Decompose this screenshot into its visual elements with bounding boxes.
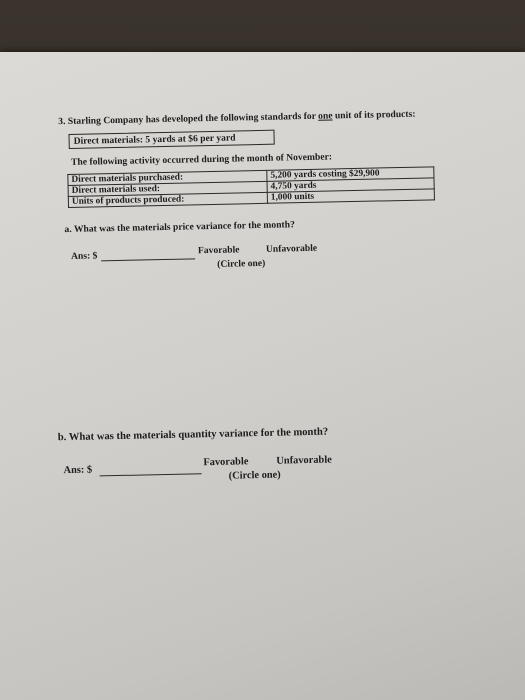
part-a-unfavorable-option[interactable]: Unfavorable xyxy=(265,242,318,255)
part-a-answer-label: Ans: $ xyxy=(70,250,98,262)
standard-box: Direct materials: 5 yards at $6 per yard xyxy=(68,130,274,149)
activity-label: Direct materials purchased: xyxy=(68,170,267,185)
part-a-answer-blank[interactable] xyxy=(101,258,195,261)
activity-value: 5,200 yards costing $29,900 xyxy=(267,167,434,181)
activity-value: 1,000 units xyxy=(267,189,434,203)
question-heading xyxy=(58,109,415,127)
part-b-unfavorable-option[interactable]: Unfavorable xyxy=(276,454,332,467)
part-b-answer-blank[interactable] xyxy=(100,473,202,476)
part-b-circle-instruction: (Circle one) xyxy=(228,469,281,482)
part-a-favorable-option[interactable]: Favorable xyxy=(197,244,240,257)
part-b-answer-label: Ans: $ xyxy=(63,464,93,477)
part-a-circle-instruction: (Circle one) xyxy=(217,257,266,270)
part-a-prompt: a. What was the materials price variance for the month? xyxy=(64,219,295,236)
question-number: 3. xyxy=(58,116,66,128)
question-intro-start: Starling Company has developed the following standards for xyxy=(67,110,319,127)
question-intro-end: unit of its products: xyxy=(332,108,416,122)
question-intro-emphasis: one xyxy=(318,110,333,122)
part-b-prompt: b. What was the materials quantity variance for the month? xyxy=(57,426,329,444)
activity-label: Units of products produced: xyxy=(68,192,267,207)
activity-value: 4,750 yards xyxy=(267,178,434,192)
activity-table xyxy=(67,166,435,208)
activity-label: Direct materials used: xyxy=(68,181,267,196)
activity-intro: The following activity occurred during the month of November: xyxy=(70,151,333,168)
part-b-favorable-option[interactable]: Favorable xyxy=(203,456,249,469)
